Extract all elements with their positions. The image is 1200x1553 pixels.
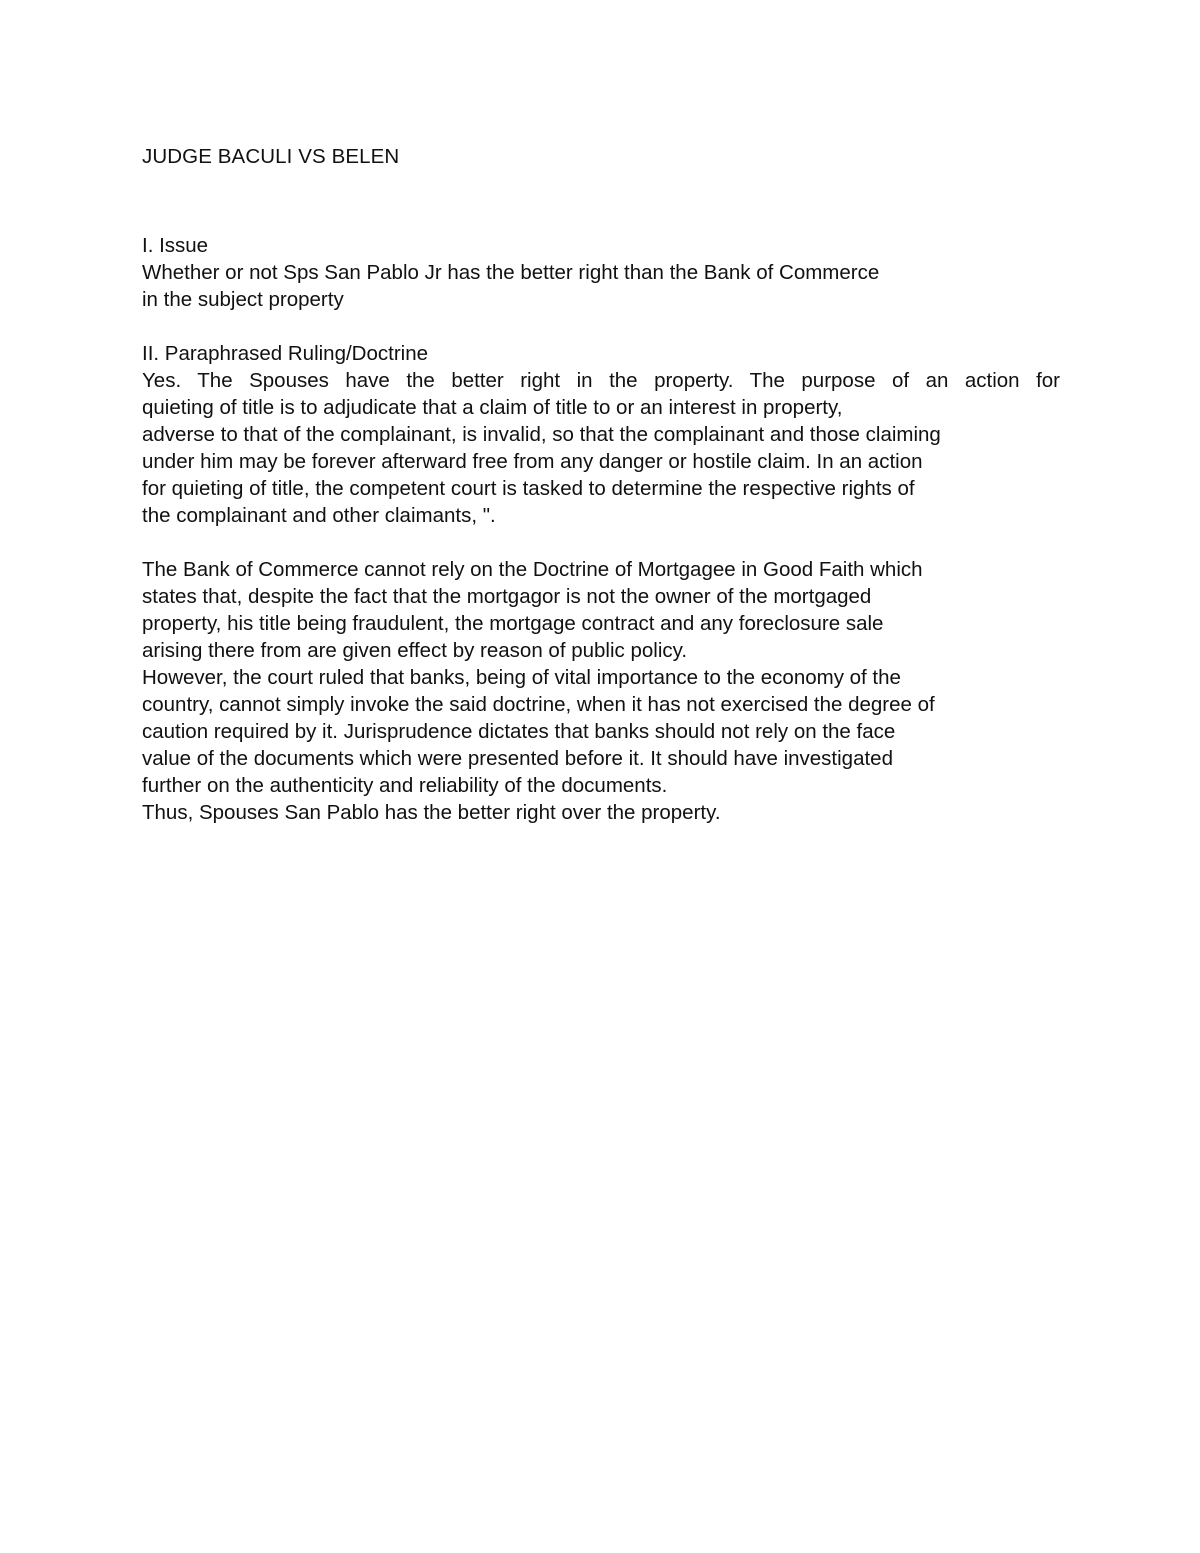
ruling-heading-text: II. Paraphrased Ruling/Doctrine: [142, 342, 429, 365]
ruling-paragraph: [142, 367, 1082, 529]
ruling-line: Yes. The Spouses have the better right in the property. The purpose of an action for: [142, 369, 1060, 392]
ruling-line: adverse to that of the complainant, is invalid, so that the complainant and those claiming: [142, 423, 941, 446]
issue-line: Whether or not Sps San Pablo Jr has the better right than the Bank of Commerce: [142, 261, 880, 284]
bank-line: states that, despite the fact that the mortgagor is not the owner of the mortgaged: [142, 585, 872, 608]
ruling-line: for quieting of title, the competent court is tasked to determine the respective rights of: [142, 477, 915, 500]
ruling-line: the complainant and other claimants, ".: [142, 504, 496, 527]
bank-line: country, cannot simply invoke the said doctrine, when it has not exercised the degree of: [142, 693, 935, 716]
issue-heading-text: I. Issue: [142, 234, 209, 257]
bank-line: Thus, Spouses San Pablo has the better right over the property.: [142, 801, 721, 824]
ruling-line: under him may be forever afterward free from any danger or hostile claim. In an action: [142, 450, 923, 473]
bank-line: However, the court ruled that banks, being of vital importance to the economy of the: [142, 666, 901, 689]
issue-heading: [142, 232, 1082, 259]
issue-line: in the subject property: [142, 288, 344, 311]
ruling-line: quieting of title is to adjudicate that a claim of title to or an interest in property,: [142, 396, 843, 419]
bank-line: value of the documents which were presented before it. It should have investigated: [142, 747, 893, 770]
bank-line: further on the authenticity and reliability of the documents.: [142, 774, 668, 797]
issue-paragraph: [142, 259, 1082, 313]
bank-line: The Bank of Commerce cannot rely on the Doctrine of Mortgagee in Good Faith which: [142, 558, 923, 581]
bank-line: property, his title being fraudulent, the mortgage contract and any foreclosure sale: [142, 612, 884, 635]
document-title: JUDGE BACULI VS BELEN: [142, 145, 400, 168]
bank-line: caution required by it. Jurisprudence dictates that banks should not rely on the face: [142, 720, 896, 743]
ruling-heading: [142, 340, 1082, 367]
bank-paragraph: [142, 556, 1082, 826]
bank-line: arising there from are given effect by reason of public policy.: [142, 639, 688, 662]
